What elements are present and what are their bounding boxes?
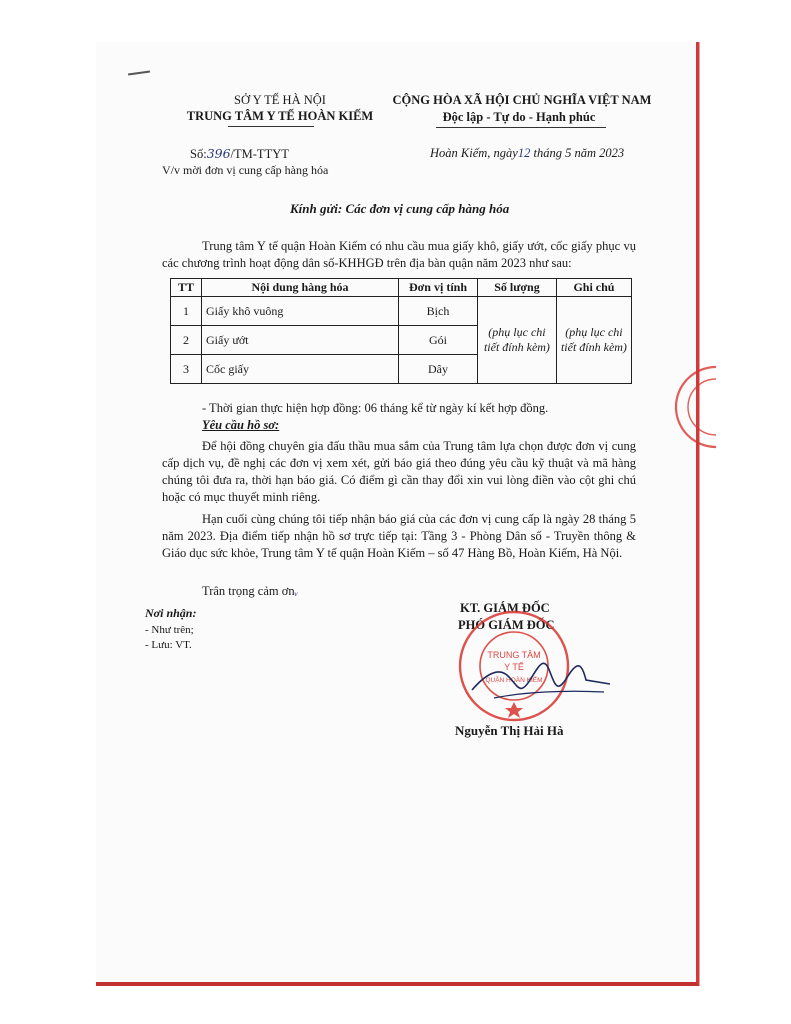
greeting: Kính gửi: Các đơn vị cung cấp hàng hóa (290, 201, 510, 216)
row-unit: Bịch (399, 297, 478, 326)
requirements-title: Yêu cầu hồ sơ: (202, 418, 280, 432)
document-number (190, 146, 289, 162)
national-title: CỘNG HÒA XÃ HỘI CHỦ NGHĨA VIỆT NAM (392, 93, 652, 107)
requirements-paragraph: Để hội đồng chuyên gia đấu thầu mua sắm của Trung tâm lựa chọn được đơn vị cung cấp dịch vụ, đề nghị các đơn vị xem xét, gửi báo giá theo đúng yêu cầu kỹ thuật và mã hàng chúng tôi đưa ra, thời hạn báo giá. Có điểm gì cần thay đổi xin vui lòng điền vào cột ghi chú hoặc có mục thuyết minh riêng. (162, 439, 636, 504)
signatory-name: Nguyễn Thị Hải Hà (455, 723, 564, 738)
closing-line (202, 584, 298, 599)
recipient-item: - Lưu: VT. (145, 639, 192, 651)
day-handwritten: 12 (517, 146, 531, 160)
national-motto: Độc lập - Tự do - Hạnh phúc (442, 110, 596, 124)
header-note: Ghi chú (556, 279, 631, 297)
header-content: Nội dung hàng hóa (202, 279, 399, 297)
recipient-item: - Như trên; (145, 624, 194, 636)
row-tt: 2 (171, 326, 202, 355)
place-date-suffix: tháng 5 năm 2023 (533, 146, 625, 160)
row-name: Giấy ướt (202, 326, 399, 355)
document-number-handwritten: 396 (206, 146, 231, 161)
agency-parent: SỞ Y TẾ HÀ NỘI (234, 93, 326, 107)
header-quantity: Số lượng (478, 279, 557, 297)
row-tt: 1 (171, 297, 202, 326)
remark-note: (phụ lục chi tiết đính kèm) (556, 297, 631, 384)
contract-term: - Thời gian thực hiện hợp đồng: 06 tháng kể từ ngày kí kết hợp đồng. (202, 401, 549, 415)
row-unit: Dây (399, 355, 478, 384)
row-name: Giấy khô vuông (202, 297, 399, 326)
row-tt: 3 (171, 355, 202, 384)
table-row (171, 297, 632, 326)
agency-underline (228, 126, 314, 127)
header-unit: Đơn vị tính (399, 279, 478, 297)
motto-underline (436, 127, 606, 128)
recipients-title: Nơi nhận: (145, 606, 197, 620)
document-number-prefix: Số: (190, 147, 207, 161)
place-date-prefix: Hoàn Kiếm, ngày (430, 146, 518, 160)
document-number-suffix: /TM-TTYT (230, 147, 289, 161)
agency-name: TRUNG TÂM Y TẾ HOÀN KIẾM (186, 109, 374, 123)
stamp-line1: TRUNG TÂM (487, 650, 541, 660)
header-tt: TT (171, 279, 202, 297)
document-subject: V/v mời đơn vị cung cấp hàng hóa (162, 163, 329, 177)
row-name: Cốc giấy (202, 355, 399, 384)
stamp-line2: Y TẾ (504, 662, 524, 672)
deadline-paragraph: Hạn cuối cùng chúng tôi tiếp nhận báo giá của các đơn vị cung cấp là ngày 28 tháng 5 năm 2023. Địa điểm tiếp nhận hồ sơ trực tiếp tại: Tầng 3 - Phòng Dân số - Truyền thông & Giáo dục sức khỏe, Trung tâm Y tế quận Hoàn Kiếm – số 47 Hàng Bồ, Hoàn Kiếm, Hà Nội. (162, 512, 636, 560)
stamp-line3: QUẬN HOÀN KIẾM (485, 677, 543, 684)
intro-paragraph: Trung tâm Y tế quận Hoàn Kiếm có nhu cầu mua giấy khô, giấy ướt, cốc giấy phục vụ các chương trình hoạt động dân số-KHHGĐ trên địa bàn quận năm 2023 như sau: (162, 239, 636, 270)
handwritten-tick: ᵥ (294, 584, 299, 598)
goods-table (170, 278, 632, 384)
row-unit: Gói (399, 326, 478, 355)
table-header-row (171, 279, 632, 297)
closing-text: Trân trọng cảm ơn (202, 584, 295, 598)
signatory-title: KT. GIÁM ĐỐC (460, 601, 550, 615)
quantity-note: (phụ lục chi tiết đính kèm) (478, 297, 557, 384)
place-date (430, 146, 624, 161)
signatory-role: PHÓ GIÁM ĐỐC (458, 618, 555, 632)
